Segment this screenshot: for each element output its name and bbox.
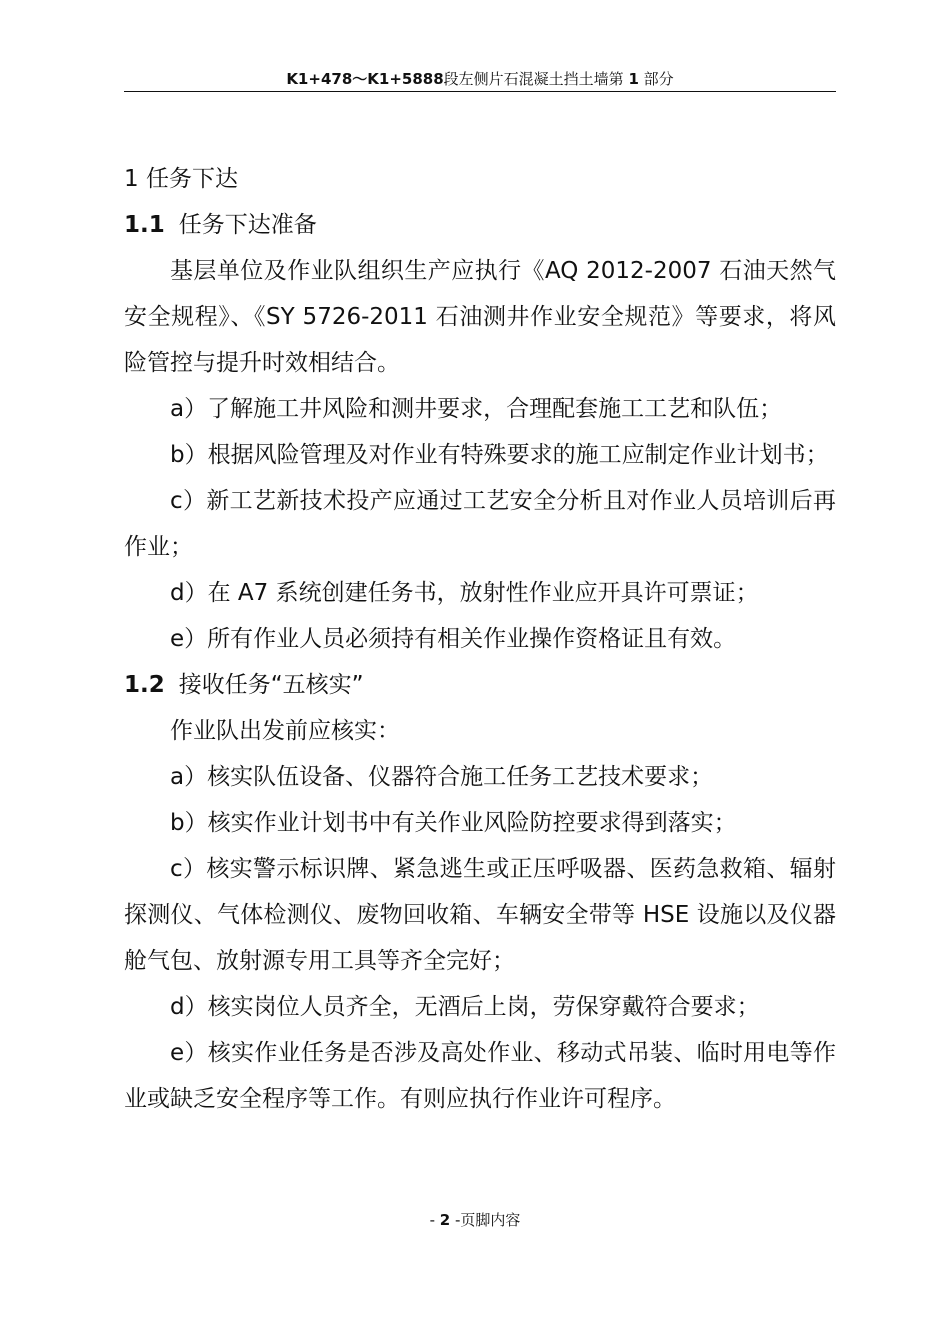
- list-item: c）新工艺新技术投产应通过工艺安全分析且对作业人员培训后再作业；: [124, 488, 836, 560]
- page-header: [124, 68, 836, 90]
- footer-label: 页脚内容: [460, 1211, 521, 1229]
- subsection-title: 任务下达准备: [178, 212, 317, 238]
- header-title-end: 部分: [643, 70, 674, 88]
- document-body: [124, 156, 836, 1122]
- footer-page-suffix: -: [450, 1211, 461, 1229]
- subsection-heading-1-2: [124, 662, 836, 708]
- header-range: K1+478～K1+5888: [286, 70, 444, 88]
- subsection-number: 1.2: [124, 672, 165, 698]
- list-item: c）核实警示标识牌、紧急逃生或正压呼吸器、医药急救箱、辐射探测仪、气体检测仪、废物回收箱、车辆安全带等 HSE 设施以及仪器舱气包、放射源专用工具等齐全完好；: [124, 856, 836, 974]
- header-part-number: 1: [628, 70, 639, 88]
- list-item: a）了解施工井风险和测井要求，合理配套施工工艺和队伍；: [170, 396, 783, 422]
- list-item: a）核实队伍设备、仪器符合施工任务工艺技术要求；: [170, 764, 714, 790]
- paragraph-intro: 作业队出发前应核实：: [170, 718, 400, 744]
- subsection-number: 1.1: [124, 212, 165, 238]
- list-item: d）在 A7 系统创建任务书，放射性作业应开具许可票证；: [170, 580, 759, 606]
- list-item: b）核实作业计划书中有关作业风险防控要求得到落实；: [170, 810, 737, 836]
- list-item: b）根据风险管理及对作业有特殊要求的施工应制定作业计划书；: [170, 442, 829, 468]
- header-divider: [124, 91, 836, 92]
- footer-page-prefix: -: [429, 1211, 440, 1229]
- header-title: 段左侧片石混凝土挡土墙第: [443, 70, 624, 88]
- paragraph-intro: 基层单位及作业队组织生产应执行《AQ 2012-2007 石油天然气安全规程》、《SY 5726-2011 石油测井作业安全规范》等要求，将风险管控与提升时效相结合。: [124, 258, 836, 376]
- footer-page-number: 2: [439, 1211, 451, 1229]
- subsection-title: 接收任务“五核实”: [178, 672, 364, 698]
- list-item: d）核实岗位人员齐全，无酒后上岗，劳保穿戴符合要求；: [170, 994, 760, 1020]
- list-item: e）所有作业人员必须持有相关作业操作资格证且有效。: [170, 626, 737, 652]
- page-footer: [0, 1209, 950, 1231]
- subsection-heading-1-1: [124, 202, 836, 248]
- list-item: e）核实作业任务是否涉及高处作业、移动式吊装、临时用电等作业或缺乏安全程序等工作。有则应执行作业许可程序。: [124, 1040, 836, 1112]
- section-heading: 1 任务下达: [124, 166, 238, 192]
